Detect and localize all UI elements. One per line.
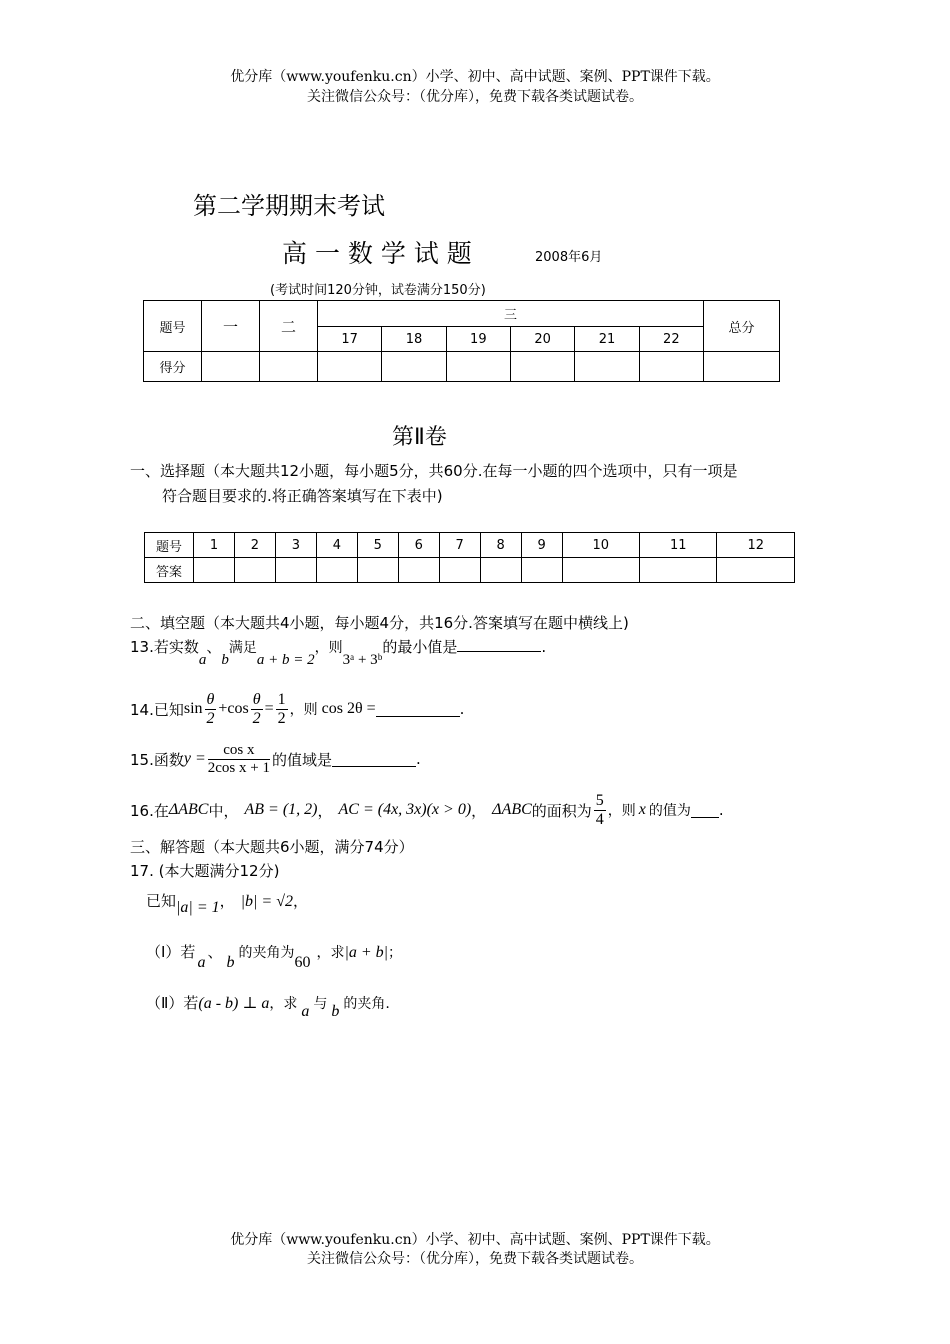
q17-part1-label: （Ⅰ）若 <box>146 943 196 961</box>
q17-given-prefix: 已知 <box>146 892 177 910</box>
q14-frac2-den: 2 <box>252 709 261 727</box>
q14-frac3-den: 2 <box>277 709 286 727</box>
q14-plus: + <box>218 700 228 717</box>
volume-title: 第Ⅱ卷 <box>392 425 447 450</box>
q15-answer-blank <box>332 766 416 767</box>
q15-suffix: 的值域是 <box>271 750 332 769</box>
score-col-label: 题号 <box>144 301 202 352</box>
score-sub-col: 22 <box>639 327 703 352</box>
q17-given <box>146 890 309 916</box>
score-cell <box>510 352 574 382</box>
q14-eq: = <box>264 700 274 717</box>
answer-table <box>144 532 795 583</box>
q13-suffix: 的最小值是 <box>382 638 458 656</box>
q16-frac-num: 5 <box>595 791 604 809</box>
score-sub-col: 20 <box>510 327 574 352</box>
q17-given-end: ， <box>293 892 309 910</box>
footer-line-1: 优分库（www.youfenku.cn）小学、初中、高中试题、案例、PPT课件下载。 <box>230 1232 720 1248</box>
answer-number: 10 <box>562 533 639 558</box>
q17-part2-expr: (a - b) ⊥ a <box>198 995 270 1012</box>
q15-den: 2cos x + 1 <box>207 759 270 776</box>
q14-frac-2 <box>251 691 263 727</box>
score-cell <box>639 352 703 382</box>
answer-cell <box>521 558 562 583</box>
q16-mid: 中， <box>208 801 239 820</box>
answer-number: 7 <box>439 533 480 558</box>
q14-frac-3 <box>276 691 288 727</box>
q14-frac3-num: 1 <box>277 690 286 708</box>
q17-given-sep: ， <box>219 892 235 910</box>
q17-part1-sep: 、 <box>207 943 223 961</box>
answer-cell <box>480 558 521 583</box>
question-16 <box>130 786 724 834</box>
answer-row2-label: 答案 <box>145 558 194 583</box>
q14-frac2-num: θ <box>252 690 261 708</box>
q17-part1-end: ； <box>388 945 403 961</box>
answer-number: 5 <box>357 533 398 558</box>
q16-comma-1: ， <box>317 801 333 820</box>
score-cell <box>318 352 382 382</box>
question-15 <box>130 734 421 784</box>
q14-expr: cos 2θ = <box>321 700 376 717</box>
q17-part1-b: b <box>226 954 235 971</box>
q17-part2-a: a <box>301 1003 310 1020</box>
q16-area-word: 的面积为 <box>531 801 592 820</box>
score-part-2: 二 <box>260 301 318 352</box>
q13-prefix: 13.若实数 <box>130 638 199 656</box>
q14-frac-1 <box>205 691 217 727</box>
q16-ac: AC = (4x, 3x)(x > 0) <box>338 801 472 818</box>
q17-part-2 <box>146 992 390 1020</box>
q14-frac1-den: 2 <box>206 709 215 727</box>
score-sub-col: 18 <box>382 327 446 352</box>
q16-frac-den: 4 <box>595 810 604 828</box>
q14-then: ，则 <box>289 702 318 718</box>
q16-tri-2: ΔABC <box>492 801 532 818</box>
q13-b: b <box>221 652 229 668</box>
q16-answer-blank <box>691 817 719 818</box>
answer-cell <box>398 558 439 583</box>
score-sub-col: 19 <box>446 327 510 352</box>
q16-suffix: 的值为 <box>648 803 691 819</box>
score-total: 总分 <box>704 301 780 352</box>
q13-expr: 3ᵃ + 3ᵇ <box>342 652 383 668</box>
score-cell <box>446 352 510 382</box>
q17-title: 17. (本大题满分12分) <box>130 862 280 880</box>
q13-then: ，则 <box>314 640 343 656</box>
footer-line-2: 关注微信公众号：（优分库），免费下载各类试题试卷。 <box>307 1251 643 1267</box>
header-line-1: 优分库（www.youfenku.cn）小学、初中、高中试题、案例、PPT课件下载。 <box>230 69 720 85</box>
answer-cell <box>717 558 795 583</box>
q13-cond-word: 满足 <box>228 640 257 656</box>
q14-frac1-num: θ <box>206 690 215 708</box>
score-cell <box>575 352 639 382</box>
answer-row1-label: 题号 <box>145 533 194 558</box>
q17-part1-a: a <box>197 954 206 971</box>
answer-cell <box>439 558 480 583</box>
subject-title: 高 一 数 学 试 题 <box>282 239 472 268</box>
score-part-1: 一 <box>202 301 260 352</box>
question-14 <box>130 684 464 734</box>
q17-part1-angle: 60 <box>294 954 311 971</box>
answer-cell <box>234 558 275 583</box>
exam-date: 2008年6月 <box>535 250 603 265</box>
q14-sin: sin <box>183 700 203 717</box>
score-table <box>143 300 780 382</box>
q14-cos: cos <box>227 700 249 717</box>
header-line-2: 关注微信公众号：（优分库），免费下载各类试题试卷。 <box>307 89 643 105</box>
answer-cell <box>316 558 357 583</box>
answer-number: 4 <box>316 533 357 558</box>
score-part-3: 三 <box>318 301 704 327</box>
score-cell <box>382 352 446 382</box>
q15-y: y = <box>183 750 206 767</box>
score-cell <box>704 352 780 382</box>
q16-end: . <box>718 801 724 819</box>
q17-part1-expr: |a + b| <box>344 944 389 961</box>
q17-part2-label: （Ⅱ）若 <box>146 994 199 1012</box>
section1-line-1: 一、选择题（本大题共12小题，每小题5分，共60分.在每一小题的四个选项中，只有一项是 <box>130 462 738 480</box>
score-cell <box>202 352 260 382</box>
q17-part2-end: 的夹角. <box>343 996 390 1012</box>
q17-given-a: |a| = 1 <box>176 899 220 916</box>
q17-part2-with: 与 <box>313 996 328 1012</box>
q13-a: a <box>198 652 207 668</box>
score-sub-col: 21 <box>575 327 639 352</box>
q13-cond: a + b = 2 <box>256 652 315 668</box>
exam-note: (考试时间120分钟，试卷满分150分) <box>270 283 486 298</box>
answer-number: 6 <box>398 533 439 558</box>
q17-part1-mid: 的夹角为 <box>238 945 295 961</box>
q17-part1-ask: ，求 <box>316 945 345 961</box>
q14-end: . <box>459 700 465 718</box>
q16-prefix: 16.在 <box>130 801 169 820</box>
q14-answer-blank <box>376 716 460 717</box>
answer-number: 3 <box>275 533 316 558</box>
answer-cell <box>275 558 316 583</box>
answer-cell <box>357 558 398 583</box>
q13-answer-blank <box>457 651 541 652</box>
q16-tri: ΔABC <box>168 801 209 818</box>
answer-number: 8 <box>480 533 521 558</box>
answer-cell <box>194 558 235 583</box>
answer-number: 12 <box>717 533 795 558</box>
section3-title: 三、解答题（本大题共6小题，满分74分） <box>130 838 414 856</box>
answer-cell <box>640 558 717 583</box>
score-row-label: 得分 <box>144 352 202 382</box>
section2-title: 二、填空题（本大题共4小题，每小题4分，共16分.答案填写在题中横线上) <box>130 614 629 632</box>
q17-part2-b: b <box>331 1003 340 1020</box>
q16-comma-2: ， <box>471 801 487 820</box>
q17-part-1 <box>146 941 403 971</box>
q16-frac <box>594 792 606 828</box>
q17-part2-ask: ，求 <box>269 996 298 1012</box>
q16-then: ，则 <box>607 803 636 819</box>
q15-end: . <box>416 750 421 768</box>
q13-sep: 、 <box>206 638 222 656</box>
answer-cell <box>562 558 639 583</box>
section1-line-2: 符合题目要求的.将正确答案填写在下表中) <box>162 487 443 505</box>
q13-end: . <box>541 638 547 656</box>
q15-prefix: 15.函数 <box>130 750 184 769</box>
q15-num: cos x <box>208 742 270 760</box>
answer-number: 11 <box>640 533 717 558</box>
score-sub-col: 17 <box>318 327 382 352</box>
answer-number: 1 <box>194 533 235 558</box>
question-13 <box>130 636 547 668</box>
q16-ab: AB = (1, 2) <box>244 801 318 818</box>
answer-number: 9 <box>521 533 562 558</box>
q14-prefix: 14.已知 <box>130 700 184 719</box>
term-title: 第二学期期末考试 <box>193 192 385 220</box>
q15-frac <box>208 742 270 776</box>
score-cell <box>260 352 318 382</box>
q16-x: x <box>638 801 646 818</box>
q17-given-b: |b| = √2 <box>240 893 293 910</box>
answer-number: 2 <box>234 533 275 558</box>
